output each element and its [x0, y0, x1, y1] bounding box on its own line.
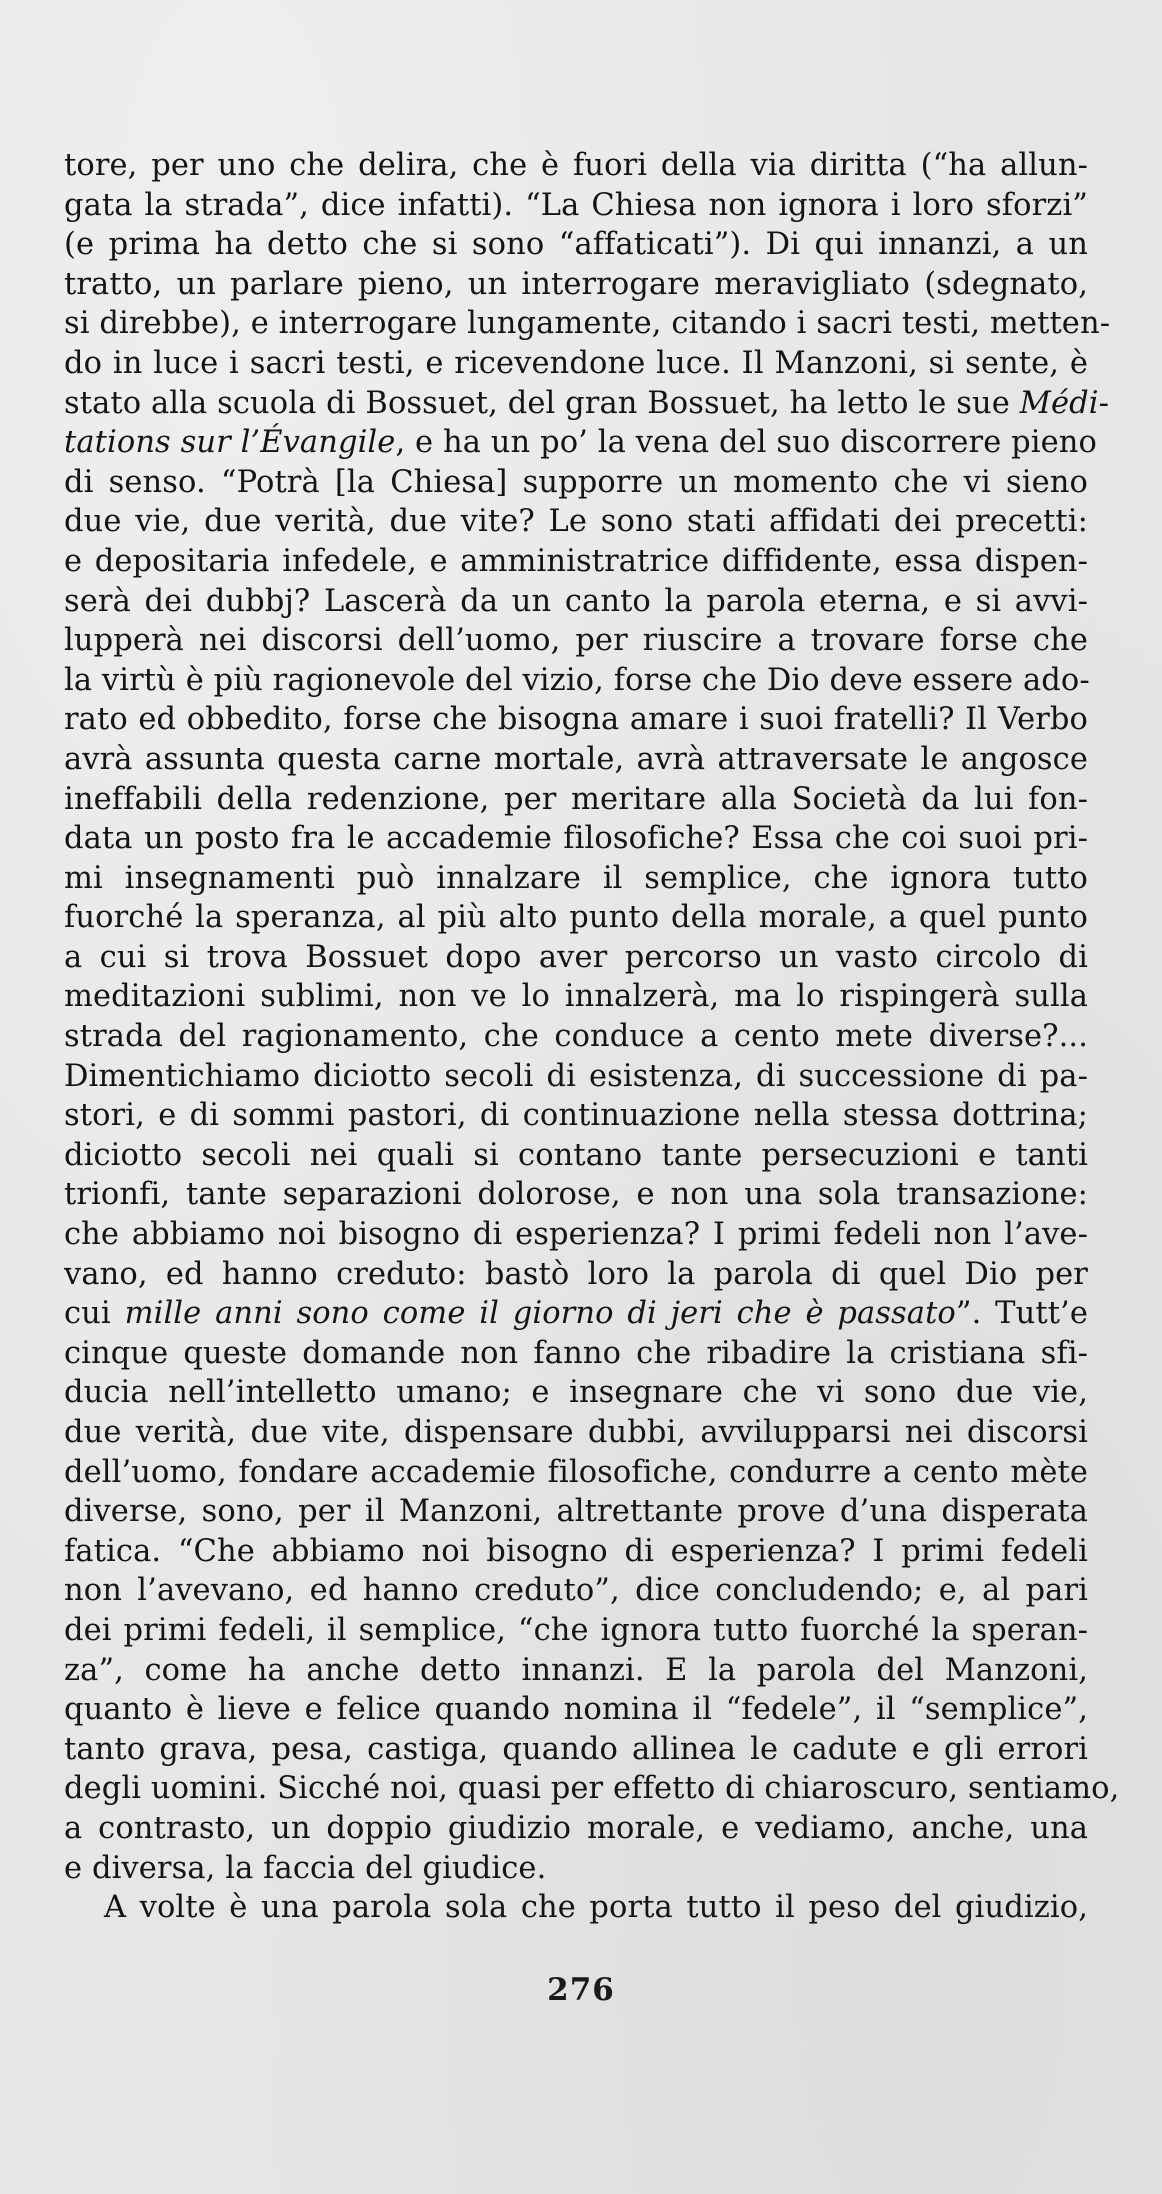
text-segment: stato alla scuola di Bossuet, del gran Bossuet, ha letto le sue	[64, 385, 1010, 421]
text-line: (e prima ha detto che si sono “affaticati”). Di qui innanzi, a un	[64, 227, 1088, 263]
text-line: tanto grava, pesa, castiga, quando allinea le cadute e gli errori	[64, 1731, 1088, 1767]
text-line: fuorché la speranza, al più alto punto della morale, a quel punto	[64, 900, 1088, 936]
italic-title: tations sur l’Évangile	[64, 425, 396, 461]
text-line	[64, 423, 1098, 463]
text-line: gata la strada”, dice infatti). “La Chiesa non ignora i loro sforzi”	[64, 187, 1088, 223]
text-line: quanto è lieve e felice quando nomina il “fedele”, il “semplice”,	[64, 1692, 1088, 1728]
text-line: la virtù è più ragionevole del vizio, forse che Dio deve essere ado-	[64, 662, 1090, 698]
text-line: data un posto fra le accademie filosofiche? Essa che coi suoi pri-	[64, 821, 1088, 857]
text-line: e depositaria infedele, e amministratrice diffidente, essa dispen-	[64, 543, 1088, 579]
text-line: due vie, due verità, due vite? Le sono stati affidati dei precetti:	[64, 504, 1088, 540]
text-segment: , e ha un po’ la vena del suo discorrere pieno	[395, 425, 1098, 461]
text-line	[64, 1294, 1088, 1334]
text-segment: ”. Tutt’e	[955, 1296, 1088, 1332]
text-line: non l’avevano, ed hanno creduto”, dice concludendo; e, al pari	[64, 1573, 1088, 1609]
text-line: avrà assunta questa carne mortale, avrà attraversate le angosce	[64, 741, 1088, 777]
text-line: che abbiamo noi bisogno di esperienza? I primi fedeli non l’ave-	[64, 1217, 1088, 1253]
text-line: mi insegnamenti può innalzare il semplice, che ignora tutto	[64, 860, 1088, 896]
text-line: si direbbe), e interrogare lungamente, citando i sacri testi, metten-	[64, 306, 1111, 342]
body-text	[64, 146, 1120, 1928]
text-line: strada del ragionamento, che conduce a cento mete diverse?...	[64, 1019, 1088, 1055]
text-line: a contrasto, un doppio giudizio morale, e vediamo, anche, una	[64, 1810, 1088, 1846]
text-line: ineffabili della redenzione, per meritare alla Società da lui fon-	[64, 781, 1088, 817]
text-line: diciotto secoli nei quali si contano tante persecuzioni e tanti	[64, 1137, 1088, 1173]
text-line: serà dei dubbj? Lascerà da un canto la parola eterna, e si avvi-	[64, 583, 1088, 619]
text-line: meditazioni sublimi, non ve lo innalzerà, ma lo rispingerà sulla	[64, 979, 1088, 1015]
text-line: tore, per uno che delira, che è fuori della via diritta (“ha allun-	[64, 148, 1088, 183]
text-line: di senso. “Potrà [la Chiesa] supporre un momento che vi sieno	[64, 464, 1088, 500]
page-number: 276	[547, 1972, 615, 2008]
text-line: Dimentichiamo diciotto secoli di esistenza, di successione di pa-	[64, 1058, 1088, 1094]
text-line: e diversa, la faccia del giudice.	[64, 1850, 547, 1886]
text-line: a cui si trova Bossuet dopo aver percorso un vasto circolo di	[64, 939, 1088, 975]
text-line: trionfi, tante separazioni dolorose, e non una sola transazione:	[64, 1177, 1088, 1213]
text-line: stori, e di sommi pastori, di continuazione nella stessa dottrina;	[64, 1098, 1088, 1134]
text-line	[64, 384, 1110, 424]
text-line: due verità, due vite, dispensare dubbi, avvilupparsi nei discorsi	[64, 1415, 1088, 1450]
italic-title: Médi-	[1019, 385, 1110, 421]
text-line: tratto, un parlare pieno, un interrogare meravigliato (sdegnato,	[64, 266, 1088, 302]
text-line: rato ed obbedito, forse che bisogna amare i suoi fratelli? Il Verbo	[64, 702, 1088, 738]
text-line: za”, come ha anche detto innanzi. E la parola del Manzoni,	[64, 1652, 1088, 1688]
text-line: dei primi fedeli, il semplice, “che ignora tutto fuorché la speran-	[64, 1612, 1088, 1648]
text-line: lupperà nei discorsi dell’uomo, per riuscire a trovare forse che	[64, 623, 1088, 659]
text-line: diverse, sono, per il Manzoni, altrettante prove d’una disperata	[64, 1494, 1088, 1530]
text-line: degli uomini. Sicché noi, quasi per effetto di chiaroscuro, sentiamo,	[64, 1771, 1120, 1807]
text-line: vano, ed hanno creduto: bastò loro la parola di quel Dio per	[64, 1256, 1088, 1292]
italic-quote: mille anni sono come il giorno di jeri che è passato	[124, 1296, 956, 1332]
text-segment: cui	[64, 1296, 125, 1332]
text-line-indented: A volte è una parola sola che porta tutto il peso del giudizio,	[104, 1890, 1088, 1926]
text-line: cinque queste domande non fanno che ribadire la cristiana sfi-	[64, 1335, 1088, 1371]
text-line: do in luce i sacri testi, e ricevendone luce. Il Manzoni, si sente, è	[64, 345, 1088, 381]
text-line: ducia nell’intelletto umano; e insegnare che vi sono due vie,	[64, 1375, 1088, 1411]
text-line: dell’uomo, fondare accademie filosofiche, condurre a cento mète	[64, 1454, 1088, 1490]
text-line: fatica. “Che abbiamo noi bisogno di esperienza? I primi fedeli	[64, 1533, 1088, 1569]
